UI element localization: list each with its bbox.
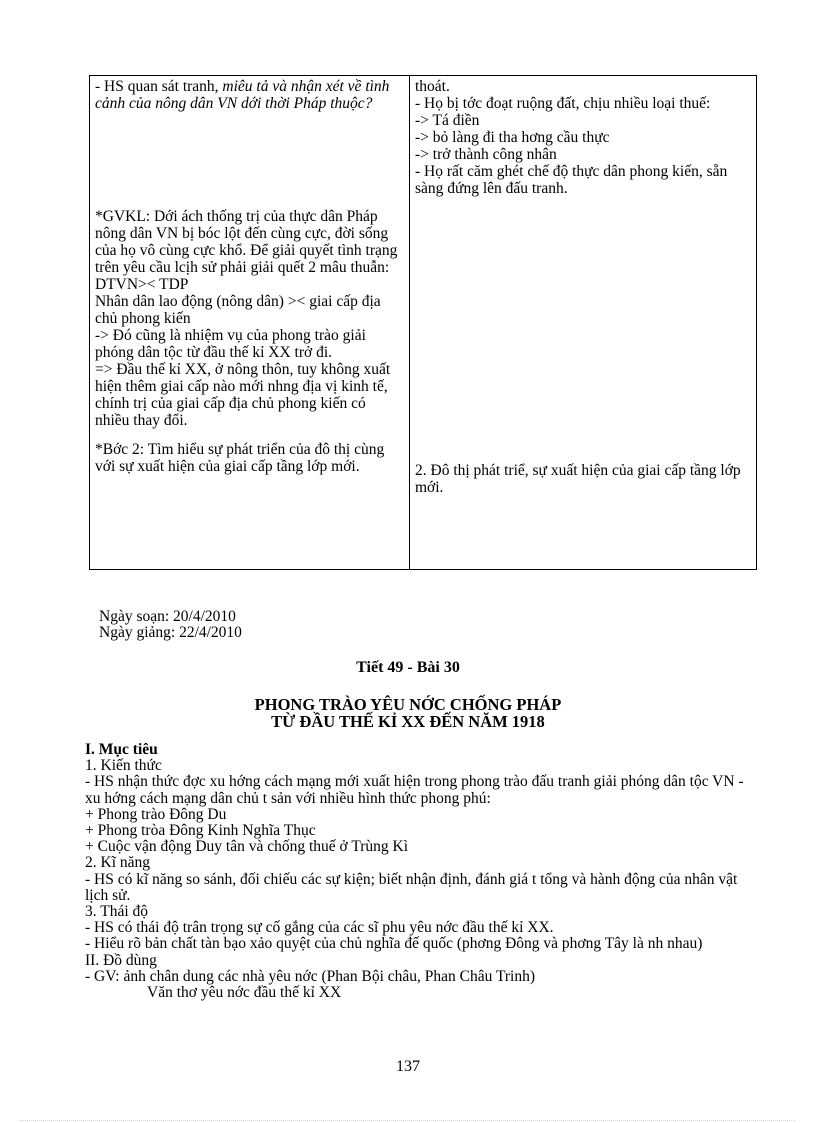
contradiction-2: Nhân dân lao động (nông dân) >< giai cấp địa chủ phong kiến [95, 293, 381, 327]
section-2-heading: 2. Đô thị phát triể, sự xuất hiện của giai cấp tầng lớp mới. [415, 462, 741, 496]
equipment-text: Văn thơ yêu nớc đầu thế kỉ XX [147, 984, 342, 1002]
attitude-heading: 3. Thái độ [85, 903, 148, 921]
summary-note: => Đầu thế kỉ XX, ở nông thôn, tuy không xuất hiện thêm giai cấp nào mới nhng địa vị kinh tế, chính trị của giai cấp địa chủ phong kiến có nhiều thay đổi. [95, 361, 391, 429]
content-cell [410, 76, 757, 570]
knowledge-text: - HS nhận thức đợc xu hớng cách mạng mới xuất hiện trong phong trào đấu tranh giải phóng dân tộc VN - xu hớng cách mạng dân chủ t sản với nhiều hình thức phong phú: [85, 773, 744, 807]
contradiction-1: DTVN>< TDP [95, 276, 189, 293]
date-block [99, 609, 242, 641]
page-number: 137 [396, 1058, 420, 1075]
content-line: - Họ rất căm ghét chế độ thực dân phong kiến, sẵn sàng đứng lên đấu tranh. [415, 163, 728, 197]
equipment-text: - GV: ảnh chân dung các nhà yêu nớc (Phan Bội châu, Phan Châu Trinh) [85, 967, 535, 985]
lesson-title-line-1: PHONG TRÀO YÊU NỚC CHỐNG PHÁP [254, 695, 562, 714]
lesson-body [85, 742, 755, 1001]
student-task-paragraph [95, 78, 404, 112]
movement-item: + Cuộc vận động Duy tân và chống thuế ở Trùng Kì [85, 838, 409, 856]
step-2-instruction: *Bớc 2: Tìm hiểu sự phát triển của đô thị cùng với sự xuất hiện của giai cấp tầng lớp mới. [95, 441, 385, 475]
lesson-number: Tiết 49 - Bài 30 [356, 659, 460, 676]
content-line: -> bỏ làng đi tha hơng cầu thực [415, 129, 610, 146]
objectives-heading: I. Mục tiêu [85, 741, 158, 758]
content-line: thoát. [415, 78, 450, 95]
movement-item: + Phong tròa Đông Kinh Nghĩa Thục [85, 822, 316, 840]
attitude-text: - HS có thái độ trân trọng sự cố gắng của các sĩ phu yêu nớc đầu thế kỉ XX. [85, 919, 554, 937]
skills-text: - HS có kĩ năng so sánh, đối chiếu các sự kiện; biết nhận định, đánh giá t tổng và hành động của nhân vật lịch sử. [85, 870, 738, 904]
movement-item: + Phong trào Đông Du [85, 805, 227, 823]
table-row [90, 76, 757, 570]
student-task-text: - HS quan sát tranh, [95, 78, 223, 95]
content-line: -> trở thành công nhân [415, 146, 557, 163]
teacher-student-activity-cell [90, 76, 410, 570]
skills-heading: 2. Kĩ năng [85, 854, 151, 872]
prep-date: Ngày soạn: 20/4/2010 [99, 608, 236, 625]
lesson-title [0, 696, 816, 730]
equipment-heading: II. Đồ dùng [85, 951, 157, 969]
teacher-conclusion: *GVKL: Dới ách thống trị của thực dân Pháp nông dân VN bị bóc lột đến cùng cực, đời sống của họ vô cùng cực khổ. Để giải quyết tình trạng trên yêu cầu lcịh sử phải giải quết 2 mâu thuẫn: [95, 208, 398, 276]
content-line: - Họ bị tớc đoạt ruộng đất, chịu nhiều loại thuế: [415, 95, 711, 112]
knowledge-heading: 1. Kiến thức [85, 757, 162, 775]
footer-rule [20, 1120, 796, 1121]
content-line: -> Tá điền [415, 112, 480, 129]
task-note: -> Đó cũng là nhiệm vụ của phong trào giải phóng dân tộc từ đầu thế kỉ XX trở đi. [95, 327, 366, 361]
student-task-question: miêu tả và nhận xét về tình cảnh của nông dân VN dới thời Pháp thuộc? [95, 78, 390, 112]
lesson-title-line-2: TỪ ĐẦU THẾ KỈ XX ĐẾN NĂM 1918 [271, 712, 545, 731]
attitude-text: - Hiểu rõ bản chất tàn bạo xảo quyệt của chủ nghĩa đế quốc (phơng Đông và phơng Tây là nh nhau) [85, 935, 703, 953]
lesson-table [89, 75, 757, 570]
teach-date: Ngày giảng: 22/4/2010 [99, 624, 242, 641]
